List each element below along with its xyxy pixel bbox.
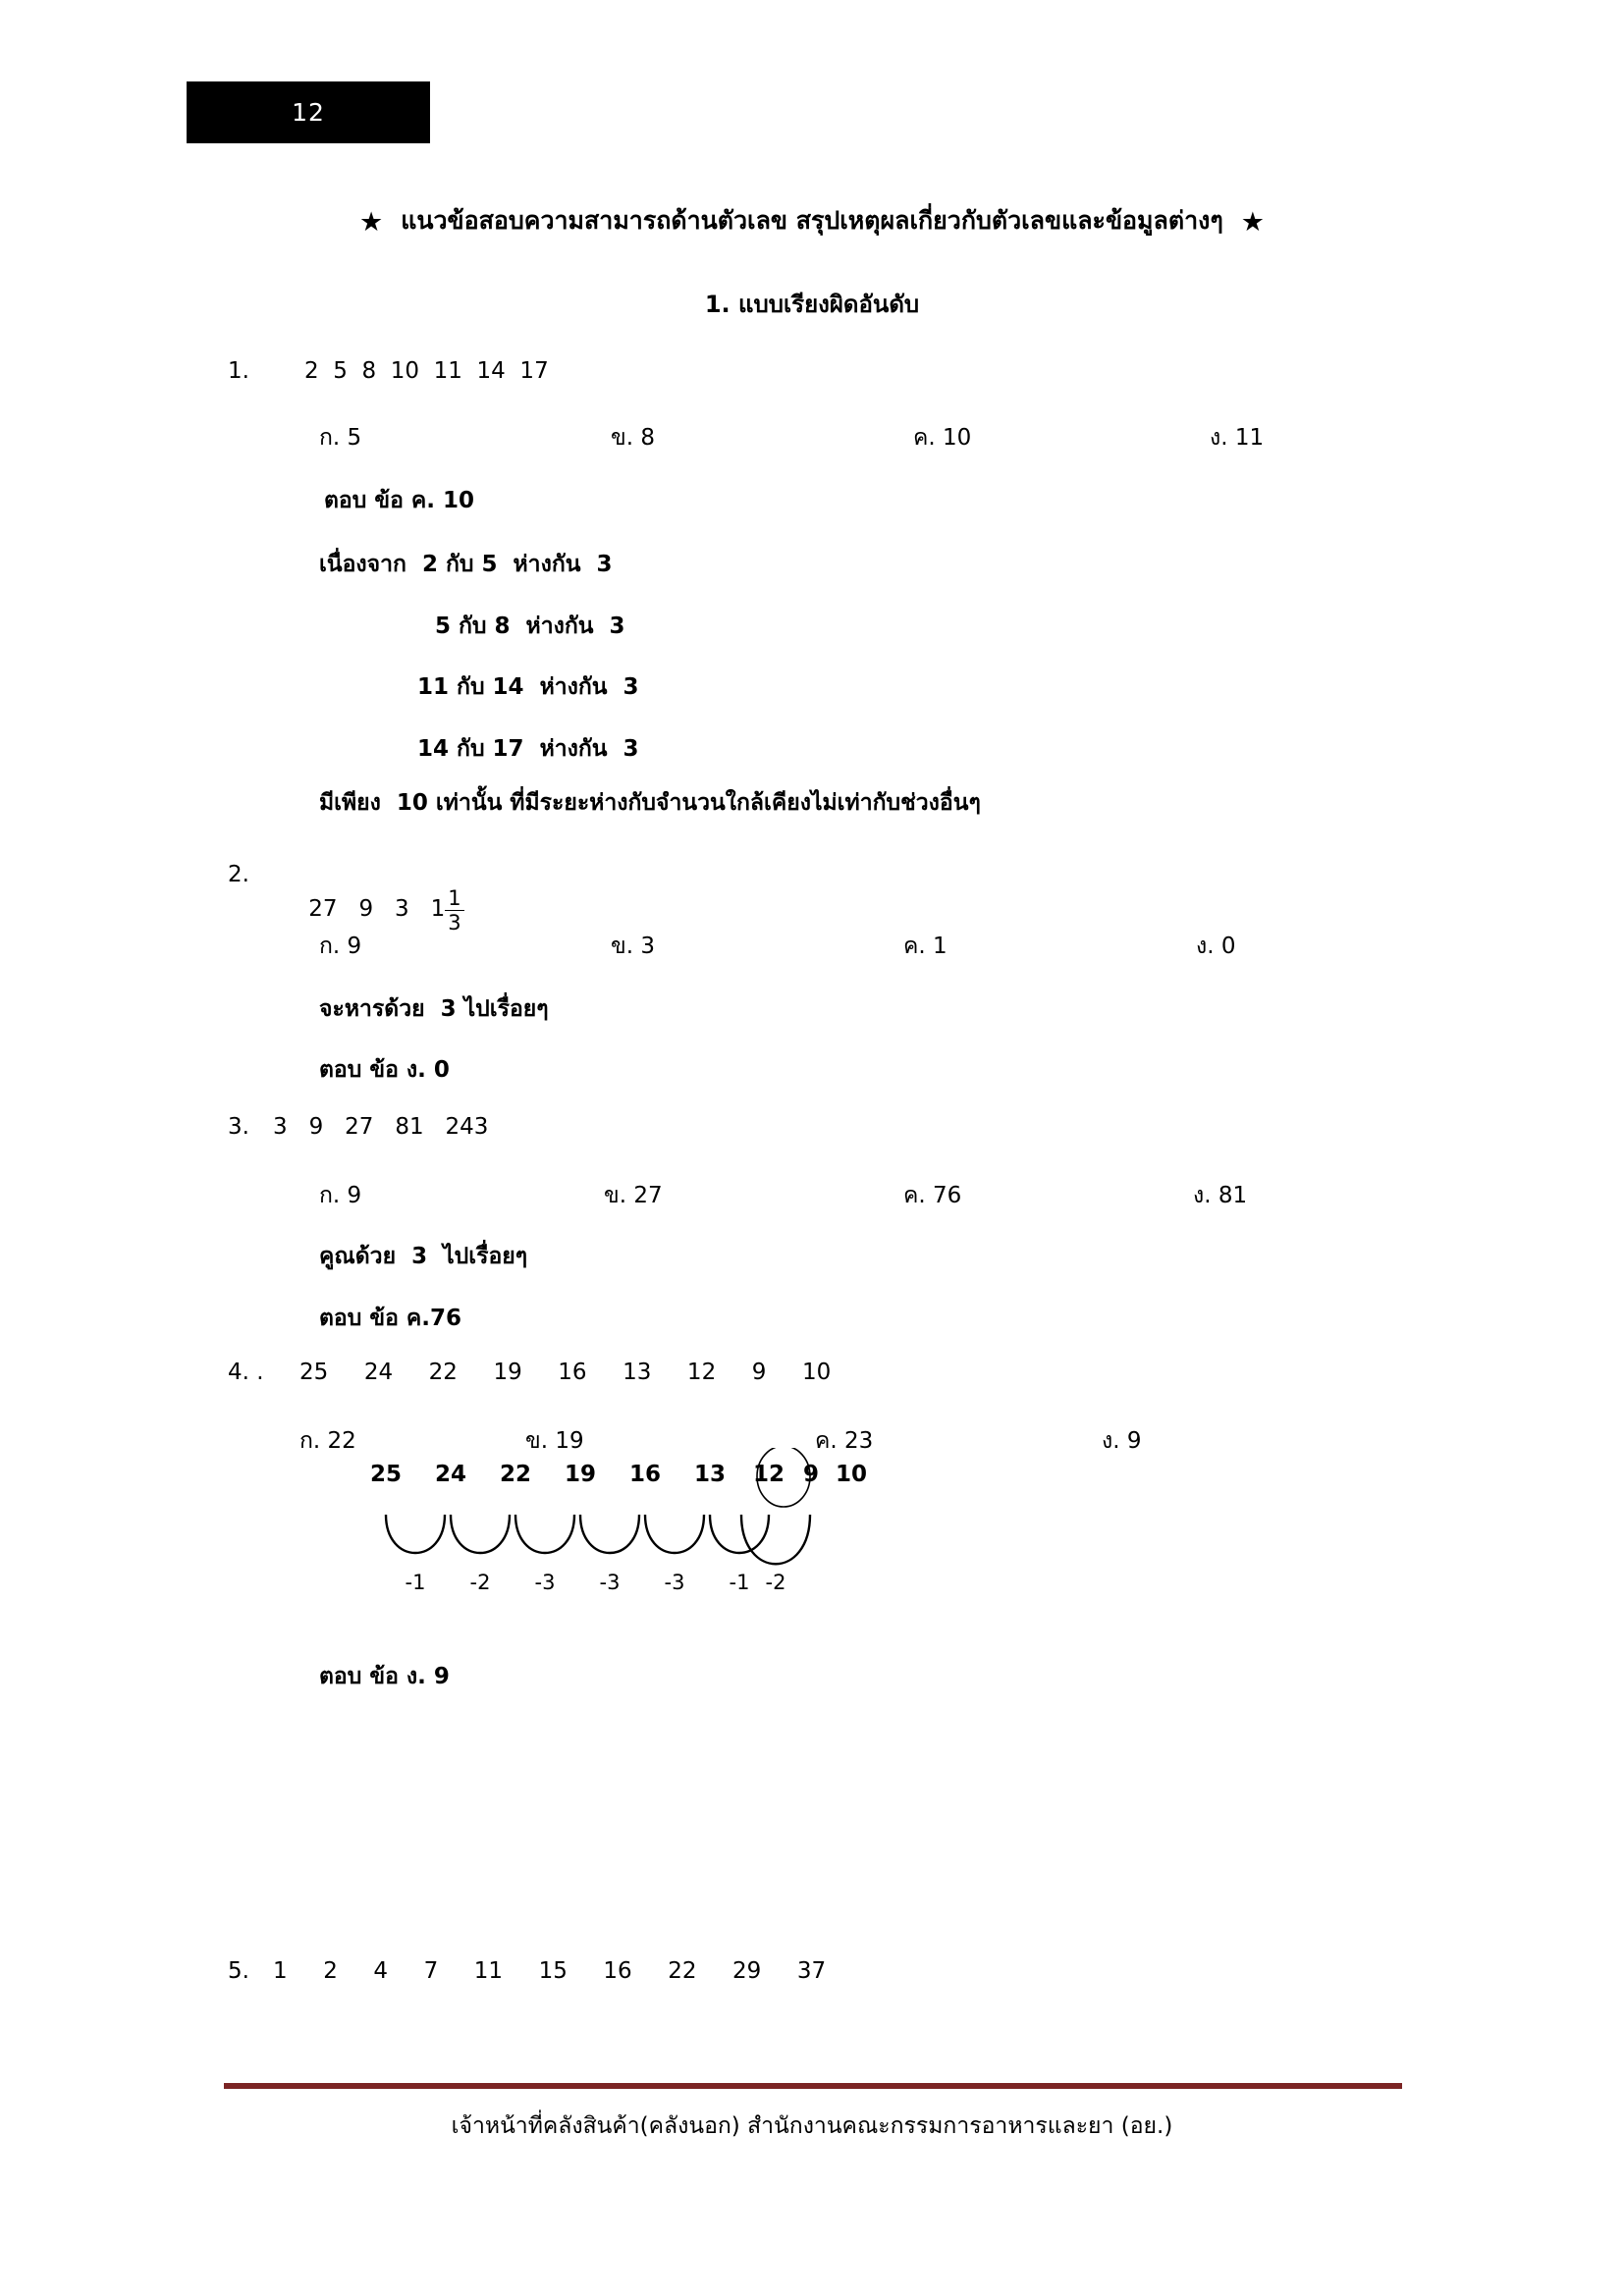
diagram-number-4: 19 [564,1462,596,1487]
fraction-denominator: 3 [448,911,461,935]
diagram-number-1: 25 [369,1462,402,1487]
fraction-numerator: 1 [448,886,461,910]
question-3-choice-c[interactable]: ค. 76 [903,1183,962,1208]
question-3-answer: ตอบ ข้อ ค.76 [319,1306,462,1331]
star-icon-right: ★ [1240,207,1265,238]
question-3-choice-b[interactable]: ข. 27 [604,1183,663,1208]
diagram-number-5: 16 [628,1462,661,1487]
diagram-diff-3: -3 [534,1571,556,1594]
diagram-diff-4: -3 [599,1571,621,1594]
section-subtitle: 1. แบบเรียงผิดอันดับ [704,291,920,318]
question-2-answer: ตอบ ข้อ ง. 0 [319,1057,450,1083]
question-1-explain-line-4: 14 กับ 17 ห่างกัน 3 [417,736,639,762]
question-3-sequence: 3 9 27 81 243 [273,1114,489,1140]
sequence-difference-diagram [349,1448,1075,1644]
question-1-choice-d[interactable]: ง. 11 [1210,425,1265,451]
question-2-choice-c[interactable]: ค. 1 [903,934,947,959]
diagram-number-3: 22 [499,1462,531,1487]
question-1-sequence: 2 5 8 10 11 14 17 [304,358,549,384]
question-4-choice-a[interactable]: ก. 22 [299,1428,356,1454]
diagram-number-6: 13 [693,1462,726,1487]
diagram-diff-6: -1 [729,1571,750,1594]
page-number-badge: 12 [187,81,430,143]
question-4-choice-c[interactable]: ค. 23 [815,1428,874,1454]
footer-divider [224,2083,1402,2089]
question-2-choice-d[interactable]: ง. 0 [1196,934,1236,959]
question-1-explain-line-1: เนื่องจาก 2 กับ 5 ห่างกัน 3 [319,552,613,577]
question-2-choice-b[interactable]: ข. 3 [611,934,655,959]
question-3-choice-d[interactable]: ง. 81 [1193,1183,1248,1208]
question-2-sequence-text: 27 9 3 1 [308,896,446,923]
question-2-choice-a[interactable]: ก. 9 [319,934,362,959]
diagram-diff-1: -1 [405,1571,426,1594]
question-2-sequence [280,862,464,959]
question-1-choice-a[interactable]: ก. 5 [319,425,362,451]
question-2-fraction [445,887,463,934]
question-4-choice-b[interactable]: ข. 19 [525,1428,584,1454]
question-1-choice-b[interactable]: ข. 8 [611,425,655,451]
diagram-diff-5: -3 [664,1571,685,1594]
page-title [0,201,1624,240]
question-1-explain-line-2: 5 กับ 8 ห่างกัน 3 [435,614,625,639]
question-3-choice-a[interactable]: ก. 9 [319,1183,362,1208]
footer-text: เจ้าหน้าที่คลังสินค้า(คลังนอก) สำนักงานคณะกรรมการอาหารและยา (อย.) [451,2113,1173,2139]
question-1-answer: ตอบ ข้อ ค. 10 [324,488,475,513]
question-5-sequence: 1 2 4 7 11 15 16 22 29 37 [273,1958,827,1984]
diagram-diff-2: -2 [469,1571,491,1594]
question-1-choice-c[interactable]: ค. 10 [913,425,972,451]
question-5-number: 5. [228,1958,249,1984]
diagram-number-8: 9 [802,1462,819,1487]
question-2-number: 2. [228,862,249,887]
star-icon-left: ★ [359,207,384,238]
diagram-number-9: 10 [835,1462,867,1487]
question-4-choice-d[interactable]: ง. 9 [1102,1428,1142,1454]
question-4-sequence: 25 24 22 19 16 13 12 9 10 [299,1360,832,1385]
question-4-answer: ตอบ ข้อ ง. 9 [319,1664,450,1689]
question-4-number: 4. . [228,1360,264,1385]
diagram-diff-7: -2 [765,1571,786,1594]
question-2-explain: จะหารด้วย 3 ไปเรื่อยๆ [319,996,549,1022]
page-title-text: แนวข้อสอบความสามารถด้านตัวเลข สรุปเหตุผลเกี่ยวกับตัวเลขและข้อมูลต่างๆ [401,206,1223,235]
diagram-number-2: 24 [434,1462,466,1487]
question-1-explain-final: มีเพียง 10 เท่านั้น ที่มีระยะห่างกับจำนวนใกล้เคียงไม่เท่ากับช่วงอื่นๆ [319,790,981,816]
question-1-explain-line-3: 11 กับ 14 ห่างกัน 3 [417,674,639,700]
question-1-number: 1. [228,358,249,384]
question-3-explain: คูณด้วย 3 ไปเรื่อยๆ [319,1244,528,1269]
question-3-number: 3. [228,1114,249,1140]
diagram-number-7: 12 [752,1462,785,1487]
